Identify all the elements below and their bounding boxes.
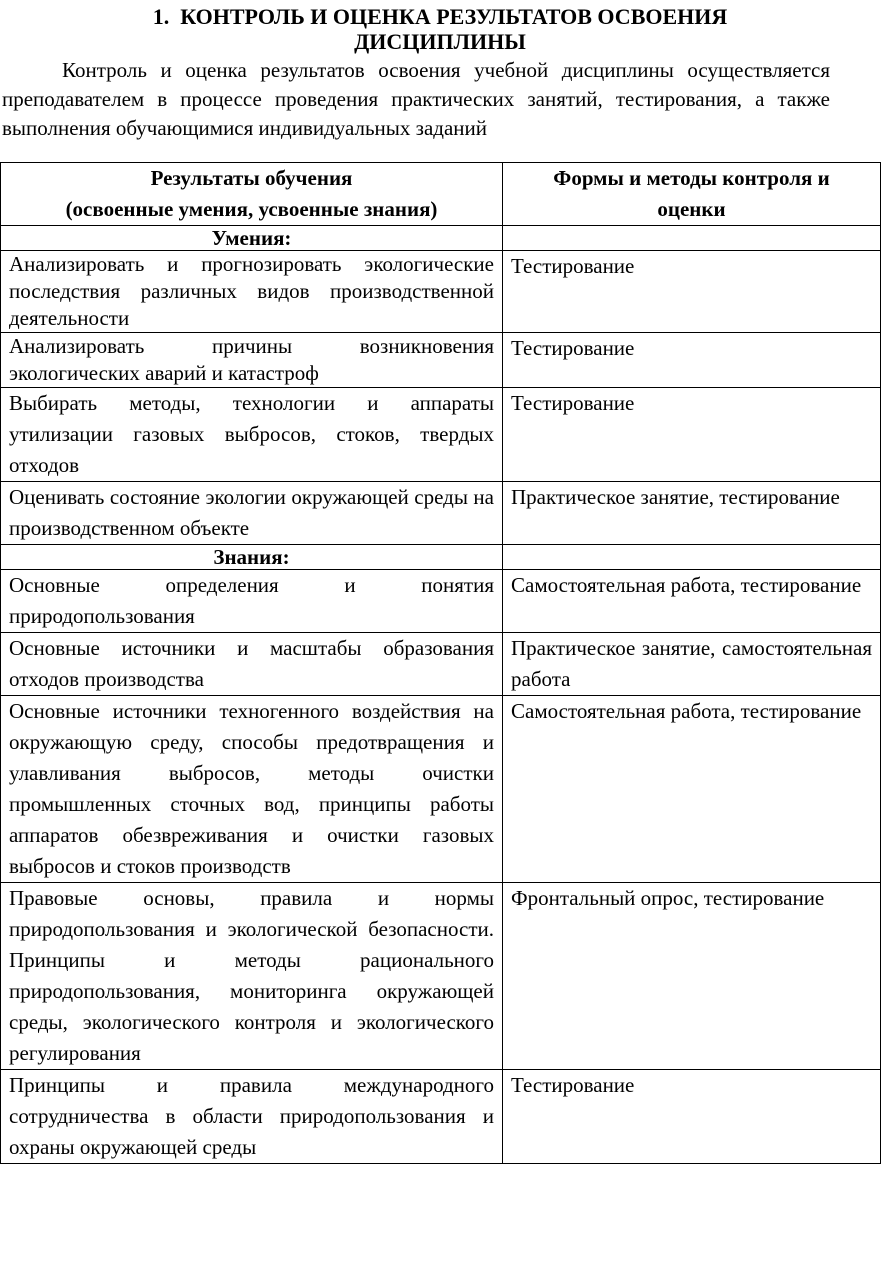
heading-text-1: КОНТРОЛЬ И ОЦЕНКА РЕЗУЛЬТАТОВ ОСВОЕНИЯ <box>180 4 728 29</box>
forms-cell: Практическое занятие, самостоятельная работа <box>503 633 881 696</box>
knowledge-label: Знания: <box>1 545 503 570</box>
table-row <box>1 333 881 388</box>
table-row <box>1 251 881 333</box>
forms-cell: Самостоятельная работа, тестирование <box>503 696 881 883</box>
forms-cell: Тестирование <box>503 251 881 333</box>
intro-paragraph <box>2 56 830 143</box>
heading-line-1 <box>0 4 880 29</box>
result-cell: Правовые основы, правила и нормы природопользования и экологической безопасности. Принципы и методы рационального природопользования, мониторинга окружающей среды, экологического контроля и экологического регулирования <box>1 883 503 1070</box>
col-forms-header-line2: оценки <box>657 197 726 221</box>
col-results-header-line1: Результаты обучения <box>150 166 353 190</box>
col-results-header <box>1 163 503 226</box>
results-table <box>0 162 881 1164</box>
section-heading <box>0 4 880 54</box>
result-cell: Анализировать причины возникновения экологических аварий и катастроф <box>1 333 503 388</box>
forms-cell: Тестирование <box>503 388 881 482</box>
result-cell: Принципы и правила международного сотрудничества в области природопользования и охраны окружающей среды <box>1 1070 503 1164</box>
table-row <box>1 633 881 696</box>
table-row <box>1 570 881 633</box>
skills-section-row <box>1 226 881 251</box>
result-cell: Основные источники техногенного воздействия на окружающую среду, способы предотвращения и улавливания выбросов, методы очистки промышленных сточных вод, принципы работы аппаратов обезвреживания и очистки газовых выбросов и стоков производств <box>1 696 503 883</box>
result-cell: Анализировать и прогнозировать экологические последствия различных видов производственной деятельности <box>1 251 503 333</box>
knowledge-empty-cell <box>503 545 881 570</box>
table-row <box>1 482 881 545</box>
col-forms-header <box>503 163 881 226</box>
col-results-header-line2: (освоенные умения, усвоенные знания) <box>65 197 438 221</box>
skills-label: Умения: <box>1 226 503 251</box>
table-row <box>1 696 881 883</box>
skills-empty-cell <box>503 226 881 251</box>
result-cell: Оценивать состояние экологии окружающей среды на производственном объекте <box>1 482 503 545</box>
forms-cell: Тестирование <box>503 333 881 388</box>
heading-line-2: ДИСЦИПЛИНЫ <box>354 29 526 54</box>
result-cell: Основные источники и масштабы образования отходов производства <box>1 633 503 696</box>
table-row <box>1 883 881 1070</box>
heading-number: 1. <box>152 4 170 29</box>
result-cell: Выбирать методы, технологии и аппараты утилизации газовых выбросов, стоков, твердых отходов <box>1 388 503 482</box>
table-header-row <box>1 163 881 226</box>
table-row <box>1 388 881 482</box>
result-cell: Основные определения и понятия природопользования <box>1 570 503 633</box>
forms-cell: Практическое занятие, тестирование <box>503 482 881 545</box>
col-forms-header-line1: Формы и методы контроля и <box>553 166 830 190</box>
forms-cell: Фронтальный опрос, тестирование <box>503 883 881 1070</box>
forms-cell: Тестирование <box>503 1070 881 1164</box>
knowledge-section-row <box>1 545 881 570</box>
intro-text: Контроль и оценка результатов освоения учебной дисциплины осуществляется преподавателем в процессе проведения практических занятий, тестирования, а также выполнения обучающимися индивидуальных заданий <box>2 58 830 140</box>
forms-cell: Самостоятельная работа, тестирование <box>503 570 881 633</box>
table-row <box>1 1070 881 1164</box>
